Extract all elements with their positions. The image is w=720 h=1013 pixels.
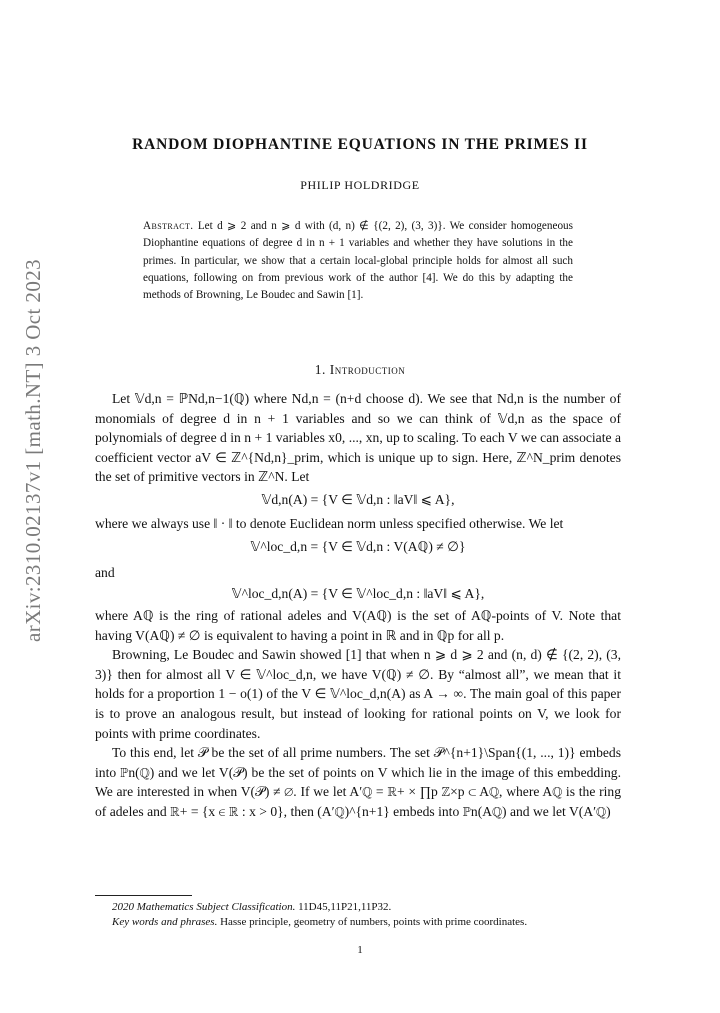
section-title: Introduction: [329, 362, 406, 377]
footnote-rule: [95, 895, 192, 896]
equation-3: 𝕍^loc_d,n(A) = {V ∈ 𝕍^loc_d,n : ‖aV‖ ⩽ A},: [231, 586, 485, 602]
abstract-label: Abstract.: [143, 220, 194, 232]
paragraph-1: Let 𝕍d,n = ℙNd,n−1(ℚ) where Nd,n = (n+d choose d). We see that Nd,n is the number of monomials of degree d in n + 1 variables and so we can think of 𝕍d,n as the space of polynomials of degree d in n + 1 variables x0, ..., xn, up to scaling. To each V we can associate a coefficient vector aV ∈ ℤ^{Nd,n}_prim, which is unique up to sign. Here, ℤ^N_prim denotes the set of primitive vectors in ℤ^N. Let: [95, 391, 621, 485]
abstract: [143, 218, 573, 304]
footnotes: [95, 900, 621, 930]
paper-author: PHILIP HOLDRIDGE: [300, 178, 420, 192]
equation-2: 𝕍^loc_d,n = {V ∈ 𝕍d,n : V(Aℚ) ≠ ∅}: [250, 539, 466, 555]
footnote-msc-label: 2020 Mathematics Subject Classification.: [112, 901, 296, 913]
footnote-keywords: [95, 915, 621, 930]
footnote-keywords-value: Hasse principle, geometry of numbers, points with prime coordinates.: [220, 916, 528, 928]
page-number: 1: [357, 944, 363, 956]
paper-title: RANDOM DIOPHANTINE EQUATIONS IN THE PRIMES II: [132, 136, 588, 153]
paragraph-2: where we always use ‖ · ‖ to denote Euclidean norm unless specified otherwise. We let: [95, 515, 564, 531]
footnote-keywords-label: Key words and phrases.: [112, 916, 218, 928]
paragraph-5: Browning, Le Boudec and Sawin showed [1] that when n ⩾ d ⩾ 2 and (n, d) ∉ {(2, 2), (3, 3)} then for almost all V ∈ 𝕍^loc_d,n, we have V(ℚ) ≠ ∅. By “almost all”, we mean that it holds for a proportion 1 − o(1) of the V ∈ 𝕍^loc_d,n(A) as A → ∞. The main goal of this paper is to prove an analogous result, but instead of looking for rational points on V, we look for points with prime coordinates.: [95, 647, 621, 741]
arxiv-stamp-text: arXiv:2310.02137v1 [math.NT] 3 Oct 2023: [21, 258, 46, 642]
paragraph-6: To this end, let 𝒫 be the set of all prime numbers. The set 𝒫^{n+1}\Span{(1, ..., 1)} embeds into ℙn(ℚ) and we let V(𝒫) be the set of points on V which lie in the image of this embedding. We are interested in when V(𝒫) ≠ ∅. If we let A′ℚ = ℝ+ × ∏p ℤ×p ⊂ Aℚ, where Aℚ is the ring of adeles and ℝ+ = {x ∈ ℝ : x > 0}, then (A′ℚ)^{n+1} embeds into ℙn(Aℚ) and we let V(A′ℚ): [95, 745, 621, 819]
equation-1: 𝕍d,n(A) = {V ∈ 𝕍d,n : ‖aV‖ ⩽ A},: [261, 491, 455, 507]
section-number: 1.: [314, 362, 326, 377]
abstract-text: Let d ⩾ 2 and n ⩾ d with (d, n) ∉ {(2, 2), (3, 3)}. We consider homogeneous Diophantine equations of degree d in n + 1 variables and whether they have solutions in the primes. In particular, we show that a certain local-global principle holds for almost all such equations, following on from previous work of the author [4]. We do this by adapting the methods of Browning, Le Boudec and Sawin [1].: [143, 220, 574, 302]
arxiv-identifier-stamp: [14, 200, 54, 700]
footnote-msc-value: 11D45,11P21,11P32.: [298, 901, 392, 913]
paragraph-4: where Aℚ is the ring of rational adeles and V(Aℚ) is the set of Aℚ-points of V. Note that having V(Aℚ) ≠ ∅ is equivalent to having a point in ℝ and in ℚp for all p.: [95, 607, 621, 643]
footnote-msc: [95, 900, 621, 915]
paragraph-3: and: [95, 564, 115, 580]
section-heading: [0, 362, 720, 378]
body-text: [95, 389, 621, 821]
